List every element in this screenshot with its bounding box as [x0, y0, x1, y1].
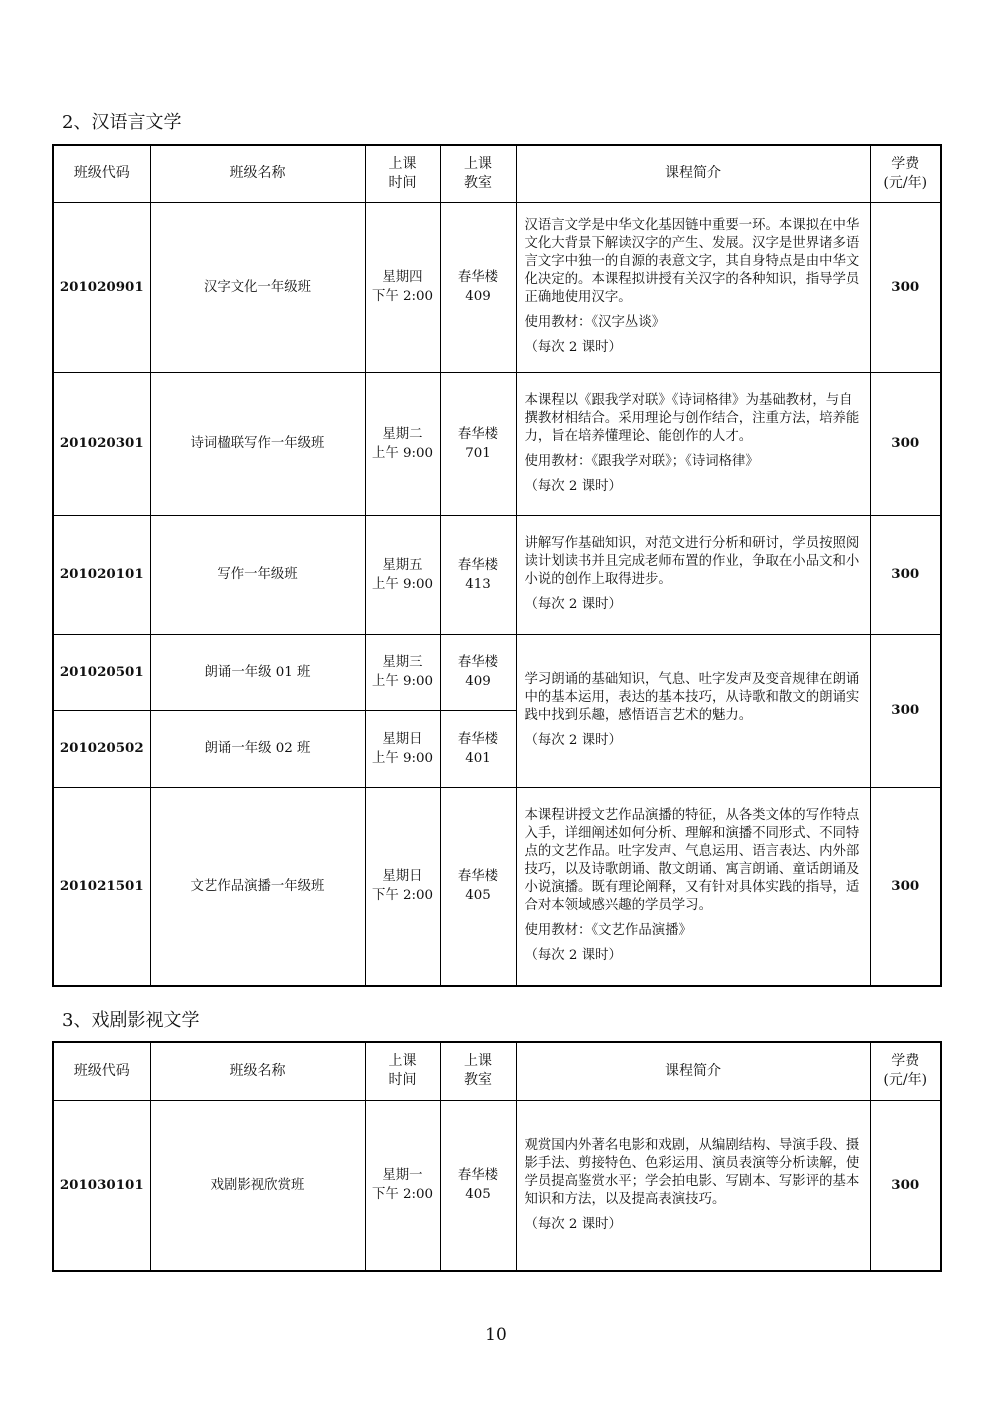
header-time-line: 时间: [388, 174, 417, 191]
class-code: 201021501: [53, 787, 150, 986]
class-code: 201030101: [53, 1100, 150, 1271]
table-header-row: [53, 145, 941, 202]
header-fee: [870, 145, 941, 202]
header-time-line: 上课: [388, 155, 417, 172]
class-time: [365, 787, 440, 986]
room-number: 401: [465, 750, 491, 766]
header-time-line: 上课: [388, 1053, 417, 1070]
room-number: 409: [465, 289, 491, 304]
intro-hours: （每次 2 课时）: [524, 340, 622, 355]
class-room: [440, 515, 516, 634]
class-hour: 上午 9:00: [371, 750, 434, 766]
class-name: 文艺作品演播一年级班: [150, 787, 365, 986]
room-number: 701: [465, 445, 491, 461]
header-fee-line: 学费: [891, 155, 920, 172]
table-row: [53, 202, 941, 372]
class-time: [365, 710, 440, 787]
class-day: 星期三: [382, 655, 423, 670]
table-header-row: [53, 1042, 941, 1100]
class-day: 星期日: [382, 869, 423, 885]
section-title: 3、戏剧影视文学: [62, 1010, 200, 1031]
class-room: [440, 710, 516, 787]
header-room-line: 教室: [464, 1072, 492, 1089]
class-name: 写作一年级班: [150, 515, 365, 634]
header-name: 班级名称: [150, 145, 365, 202]
class-hour: 上午 9:00: [371, 674, 434, 689]
class-time: [365, 1100, 440, 1271]
class-fee: 300: [870, 202, 941, 372]
room-number: 413: [465, 576, 491, 592]
class-fee: 300: [870, 372, 941, 515]
class-time: [365, 515, 440, 634]
class-name: 戏剧影视欣赏班: [150, 1100, 365, 1271]
class-day: 星期一: [382, 1168, 423, 1184]
intro-textbook: 使用教材：《汉字丛谈》: [524, 315, 666, 330]
class-fee: 300: [870, 634, 941, 787]
class-name: 诗词楹联写作一年级班: [150, 372, 365, 515]
table-row: [53, 515, 941, 634]
table-row: [53, 634, 941, 710]
room-building: 春华楼: [457, 270, 499, 285]
class-room: [440, 202, 516, 372]
class-code: 201020301: [53, 372, 150, 515]
intro-textbook: 使用教材：《跟我学对联》；《诗词格律》: [524, 453, 759, 469]
intro-hours: （每次 2 课时）: [524, 733, 622, 748]
class-hour: 上午 9:00: [371, 576, 434, 592]
class-room: [440, 634, 516, 710]
intro-paragraph: 本课程讲授文艺作品演播的特征，从各类文体的写作特点入手，详细阐述如何分析、理解和演播不同形式、不同特点的文艺作品。吐字发声、气息运用、语言表达、内外部技巧，以及诗歌朗诵、散文朗诵、寓言朗诵、童话朗诵及小说演播。既有理论阐释，又有针对具体实践的指导，适合对本领域感兴趣的学员学习。: [524, 808, 860, 914]
class-time: [365, 202, 440, 372]
class-room: [440, 1100, 516, 1271]
header-intro: 课程简介: [516, 145, 870, 202]
intro-paragraph: 本课程以《跟我学对联》《诗词格律》为基础教材，与自撰教材相结合。采用理论与创作结合，注重方法，培养能力，旨在培养懂理论、能创作的人才。: [524, 392, 860, 444]
room-number: 409: [465, 674, 491, 689]
header-fee-line: 学费: [891, 1053, 920, 1070]
intro-textbook: 使用教材：《文艺作品演播》: [524, 923, 692, 939]
room-building: 春华楼: [457, 557, 499, 573]
class-code: 201020901: [53, 202, 150, 372]
class-name: 汉字文化一年级班: [150, 202, 365, 372]
header-code: 班级代码: [53, 145, 150, 202]
course-intro: [516, 634, 870, 787]
class-fee: 300: [870, 787, 941, 986]
room-building: 春华楼: [457, 655, 499, 670]
table-row: [53, 1100, 941, 1271]
page-number: 10: [485, 1325, 507, 1345]
header-name: 班级名称: [150, 1042, 365, 1100]
intro-paragraph: 汉语言文学是中华文化基因链中重要一环。本课拟在中华文化大背景下解读汉字的产生、发展。汉字是世界诸多语言文字中独一的自源的表意文字，其自身特点是由中华文化决定的。本课程拟讲授有关汉字的各种知识，指导学员正确地使用汉字。: [524, 218, 860, 305]
table-row: [53, 372, 941, 515]
class-day: 星期四: [382, 270, 423, 285]
class-room: [440, 372, 516, 515]
header-room: [440, 1042, 516, 1100]
course-intro: [516, 515, 870, 634]
room-number: 405: [465, 1187, 491, 1203]
header-time-line: 时间: [388, 1072, 417, 1089]
course-intro: [516, 372, 870, 515]
header-fee: [870, 1042, 941, 1100]
header-intro: 课程简介: [516, 1042, 870, 1100]
intro-hours: （每次 2 课时）: [524, 597, 622, 612]
class-time: [365, 372, 440, 515]
class-name: 朗诵一年级 02 班: [150, 710, 365, 787]
class-hour: 下午 2:00: [371, 888, 434, 904]
course-intro: [516, 1100, 870, 1271]
header-room: [440, 145, 516, 202]
intro-paragraph: 讲解写作基础知识，对范文进行分析和研讨，学员按照阅读计划读书并且完成老师布置的作业，争取在小品文和小小说的创作上取得进步。: [524, 536, 860, 587]
room-building: 春华楼: [457, 869, 499, 885]
header-fee-line: (元/年): [883, 1072, 928, 1089]
table-row: [53, 787, 941, 986]
header-room-line: 上课: [464, 155, 492, 172]
class-fee: 300: [870, 515, 941, 634]
course-intro: [516, 787, 870, 986]
section-title: 2、汉语言文学: [62, 112, 182, 133]
class-name: 朗诵一年级 01 班: [150, 634, 365, 710]
class-code: 201020501: [53, 634, 150, 710]
class-time: [365, 634, 440, 710]
header-time: [365, 145, 440, 202]
room-building: 春华楼: [457, 426, 499, 442]
class-code: 201020502: [53, 710, 150, 787]
intro-hours: （每次 2 课时）: [524, 478, 622, 494]
class-code: 201020101: [53, 515, 150, 634]
intro-paragraph: 学习朗诵的基础知识，气息、吐字发声及变音规律在朗诵中的基本运用，表达的基本技巧，从诗歌和散文的朗诵实践中找到乐趣，感悟语言艺术的魅力。: [524, 672, 860, 723]
class-hour: 下午 2:00: [371, 289, 434, 304]
room-building: 春华楼: [457, 1168, 499, 1184]
class-room: [440, 787, 516, 986]
intro-paragraph: 观赏国内外著名电影和戏剧，从编剧结构、导演手段、摄影手法、剪接特色、色彩运用、演员表演等分析读解，使学员提高鉴赏水平；学会拍电影、写剧本、写影评的基本知识和方法，以及提高表演技巧。: [524, 1137, 860, 1207]
header-code: 班级代码: [53, 1042, 150, 1100]
class-hour: 下午 2:00: [371, 1187, 434, 1203]
header-time: [365, 1042, 440, 1100]
intro-hours: （每次 2 课时）: [524, 948, 622, 964]
class-fee: 300: [870, 1100, 941, 1271]
header-room-line: 上课: [464, 1053, 492, 1070]
room-building: 春华楼: [457, 731, 499, 747]
course-table: [52, 1041, 942, 1272]
class-day: 星期二: [382, 426, 423, 442]
room-number: 405: [465, 888, 491, 904]
class-day: 星期五: [382, 557, 423, 573]
intro-hours: （每次 2 课时）: [524, 1216, 622, 1232]
class-hour: 上午 9:00: [371, 445, 434, 461]
header-fee-line: (元/年): [883, 174, 928, 191]
course-table: [52, 144, 942, 987]
class-day: 星期日: [382, 731, 423, 747]
header-room-line: 教室: [464, 174, 492, 191]
course-intro: [516, 202, 870, 372]
